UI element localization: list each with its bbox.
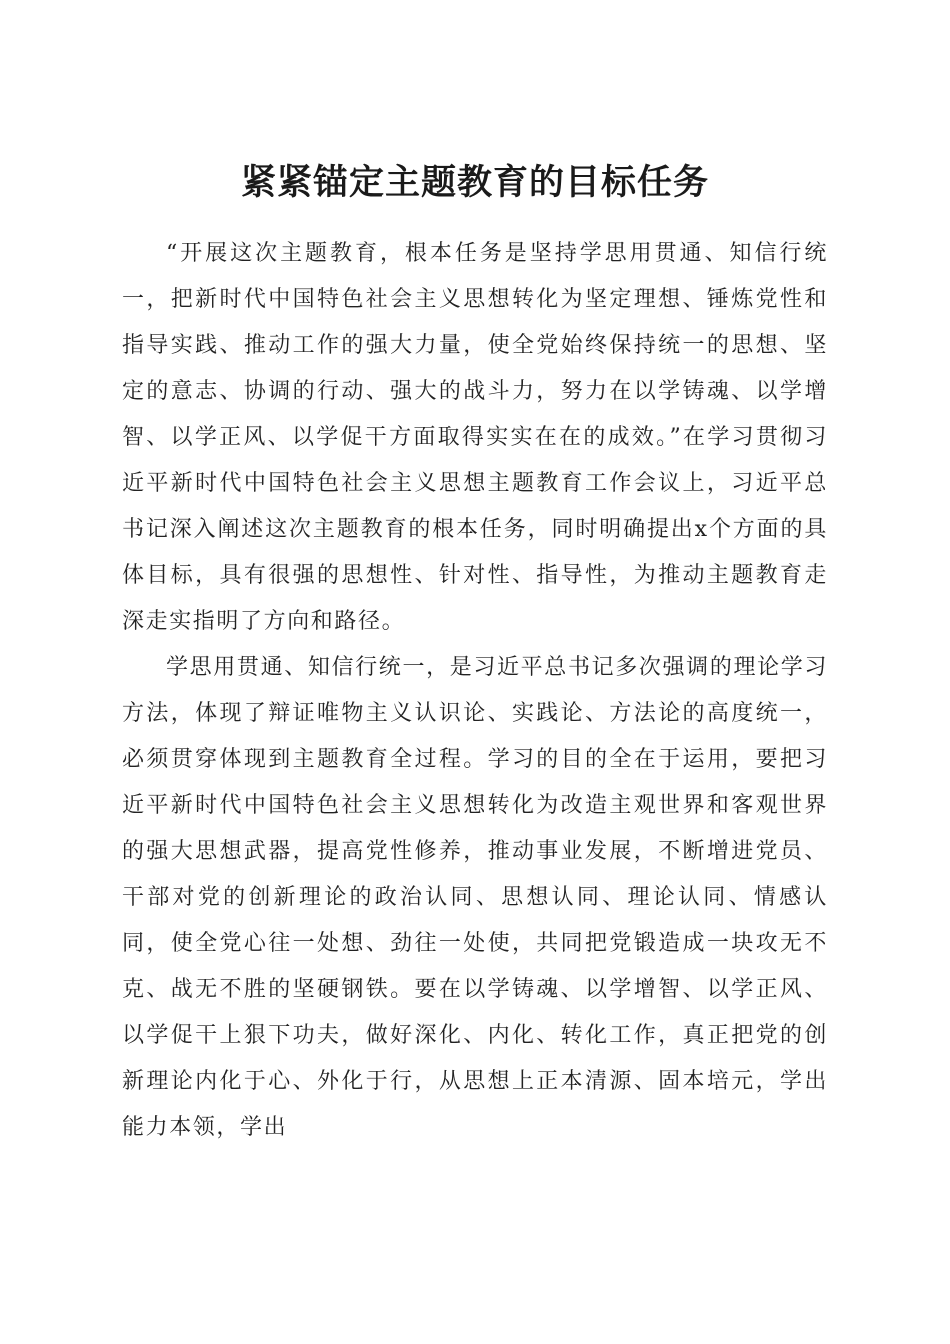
paragraph-1: “开展这次主题教育，根本任务是坚持学思用贯通、知信行统一，把新时代中国特色社会主义思想转化为坚定理想、锤炼党性和指导实践、推动工作的强大力量，使全党始终保持统一的思想、坚定的意志、协调的行动、强大的战斗力，努力在以学铸魂、以学增智、以学正风、以学促干方面取得实实在在的成效。”在学习贯彻习近平新时代中国特色社会主义思想主题教育工作会议上，习近平总书记深入阐述这次主题教育的根本任务，同时明确提出x个方面的具体目标，具有很强的思想性、针对性、指导性，为推动主题教育走深走实指明了方向和路径。	[122, 241, 828, 634]
document-title: 紧紧锚定主题教育的目标任务	[240, 162, 709, 204]
paragraph-2: 学思用贯通、知信行统一，是习近平总书记多次强调的理论学习方法，体现了辩证唯物主义认识论、实践论、方法论的高度统一，必须贯穿体现到主题教育全过程。学习的目的全在于运用，要把习近平新时代中国特色社会主义思想转化为改造主观世界和客观世界的强大思想武器，提高党性修养，推动事业发展，不断增进党员、干部对党的创新理论的政治认同、思想认同、理论认同、情感认同，使全党心往一处想、劲往一处使，共同把党锻造成一块攻无不克、战无不胜的坚硬钢铁。要在以学铸魂、以学增智、以学正风、以学促干上狠下功夫，做好深化、内化、转化工作，真正把党的创新理论内化于心、外化于行，从思想上正本清源、固本培元，学出能力本领，学出	[122, 655, 828, 1140]
document-body	[122, 231, 828, 1151]
